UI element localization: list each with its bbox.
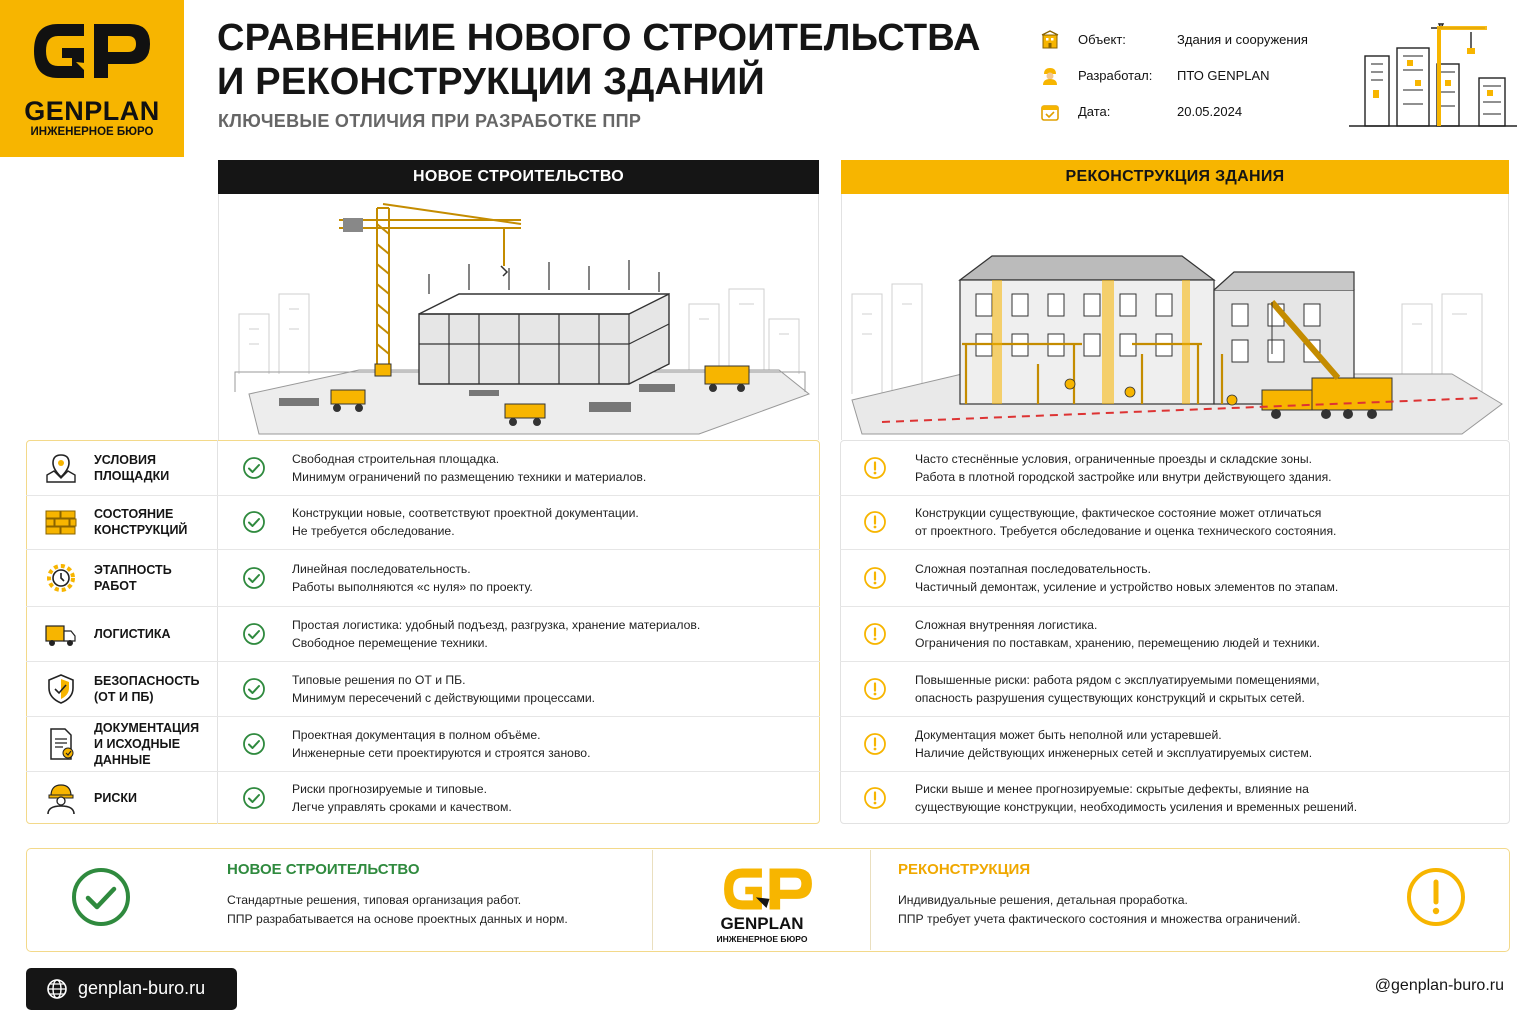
cell-text-line: Минимум ограничений по размещению техники и материалов. <box>292 470 647 484</box>
row-separator <box>26 771 820 772</box>
document-icon <box>44 727 78 761</box>
warning-circle-icon <box>863 456 887 480</box>
cell-text-line: Конструкции новые, соответствуют проектной документации. <box>292 506 639 520</box>
row-category-label-line: ПЛОЩАДКИ <box>94 469 170 483</box>
row-category-label <box>94 720 199 768</box>
warning-circle-icon <box>863 732 887 756</box>
check-circle-icon <box>242 456 266 480</box>
new-construction-illustration <box>218 194 819 440</box>
row-separator <box>840 661 1510 662</box>
row-category-label-line: ЭТАПНОСТЬ <box>94 562 172 577</box>
row-category-label <box>94 562 172 594</box>
row-separator <box>840 716 1510 717</box>
meta-value: ПТО GENPLAN <box>1177 68 1270 83</box>
row-category-label-line: КОНСТРУКЦИЙ <box>94 523 188 537</box>
meta-row-author <box>1040 64 1360 100</box>
website-link-label: genplan-buro.ru <box>78 978 206 998</box>
warning-circle-icon <box>863 566 887 590</box>
cell-text-line: опасность разрушения существующих конструкций и скрытых сетей. <box>915 690 1305 705</box>
row-separator <box>26 606 820 607</box>
table-divider <box>217 440 218 824</box>
page-subtitle: КЛЮЧЕВЫЕ ОТЛИЧИЯ ПРИ РАЗРАБОТКЕ ППР <box>218 111 642 131</box>
social-handle: @genplan-buro.ru <box>1374 977 1504 994</box>
calendar-icon <box>1040 102 1060 122</box>
cell-text-line: Риски выше и менее прогнозируемые: скрытые дефекты, влияние на <box>915 781 1309 796</box>
page-title <box>217 16 1017 104</box>
meta-label: Дата: <box>1078 104 1111 119</box>
cell-text-line: Частичный демонтаж, усиление и устройство новых элементов по этапам. <box>915 579 1339 594</box>
row-category-label-line: СОСТОЯНИЕ <box>94 507 174 521</box>
warning-circle-icon <box>863 622 887 646</box>
map-pin-icon <box>44 451 78 485</box>
reconstruction-illustration <box>841 194 1509 440</box>
row-separator <box>26 716 820 717</box>
summary-brand-subtitle: ИНЖЕНЕРНОЕ БЮРО <box>716 934 808 944</box>
warning-circle-icon <box>863 677 887 701</box>
bricks-icon <box>44 505 78 539</box>
cell-text-line: Проектная документация в полном объёме. <box>292 727 541 742</box>
column-header-reconstruction: РЕКОНСТРУКЦИЯ ЗДАНИЯ <box>841 160 1509 194</box>
row-category-label <box>94 506 187 538</box>
meta-value: Здания и сооружения <box>1177 32 1308 47</box>
warning-circle-icon <box>863 786 887 810</box>
cell-text-line: Минимум пересечений с действующими процессами. <box>292 690 596 705</box>
truck-icon <box>44 617 78 651</box>
reconstruction-cell <box>915 780 1505 816</box>
new-construction-cell <box>292 504 812 540</box>
reconstruction-cell <box>915 726 1505 762</box>
cell-text-line: Документация может быть неполной или устаревшей. <box>915 727 1222 742</box>
new-construction-cell <box>292 616 812 652</box>
check-circle-icon <box>242 510 266 534</box>
brand-name: GENPLAN <box>24 96 160 126</box>
row-separator <box>840 549 1510 550</box>
row-category-label-line: ДАННЫЕ <box>94 752 151 767</box>
summary-new-title: НОВОЕ СТРОИТЕЛЬСТВО <box>227 861 420 878</box>
cell-text-line: Сложная внутренняя логистика. <box>915 617 1098 632</box>
row-separator <box>840 495 1510 496</box>
reconstruction-cell <box>915 671 1505 707</box>
cell-text-line: Часто стеснённые условия, ограниченные проезды и складские зоны. <box>915 452 1312 466</box>
website-link-button[interactable] <box>26 968 237 1010</box>
row-category-label-line: ЛОГИСТИКА <box>94 626 171 641</box>
summary-new-line: ППР разрабатывается на основе проектных данных и норм. <box>227 912 568 926</box>
summary-rec-title: РЕКОНСТРУКЦИЯ <box>898 861 1031 878</box>
cell-text-line: Инженерные сети проектируются и строятся заново. <box>292 745 591 760</box>
cell-text-line: Наличие действующих инженерных сетей и эксплуатируемых систем. <box>915 745 1313 760</box>
row-separator <box>26 661 820 662</box>
row-category-label-line: РАБОТ <box>94 578 137 593</box>
summary-rec-line: Индивидуальные решения, детальная проработка. <box>898 893 1188 907</box>
reconstruction-cell <box>915 616 1505 652</box>
cell-text-line: Работа в плотной городской застройке или внутри действующего здания. <box>915 470 1332 484</box>
cell-text-line: Легче управлять сроками и качеством. <box>292 799 512 814</box>
row-category-label-line: БЕЗОПАСНОСТЬ <box>94 673 200 688</box>
gear-clock-icon <box>44 561 78 595</box>
row-category-label-line: (ОТ И ПБ) <box>94 689 154 704</box>
new-construction-cell <box>292 671 812 707</box>
row-category-label <box>94 790 137 806</box>
cell-text-line: существующие конструкции, необходимость усиления и временных решений. <box>915 799 1358 814</box>
reconstruction-cell <box>915 450 1505 486</box>
row-category-label <box>94 626 171 642</box>
row-category-label-line: РИСКИ <box>94 790 137 805</box>
new-construction-cell <box>292 726 812 762</box>
summary-brand-name: GENPLAN <box>720 914 804 933</box>
column-header-new-construction: НОВОЕ СТРОИТЕЛЬСТВО <box>218 160 819 194</box>
meta-label: Разработал: <box>1078 68 1153 83</box>
summary-new-line: Стандартные решения, типовая организация работ. <box>227 893 522 907</box>
meta-row-date <box>1040 100 1360 136</box>
row-category-label-line: И ИСХОДНЫЕ <box>94 736 181 751</box>
meta-row-object <box>1040 28 1360 64</box>
check-circle-icon <box>242 677 266 701</box>
check-circle-icon <box>242 622 266 646</box>
row-category-label <box>94 452 169 484</box>
page-title-line-2: И РЕКОНСТРУКЦИИ ЗДАНИЙ <box>217 61 765 103</box>
cell-text-line: Работы выполняются «с нуля» по проекту. <box>292 579 533 594</box>
page-title-line-1: СРАВНЕНИЕ НОВОГО СТРОИТЕЛЬСТВА <box>217 17 981 59</box>
meta-info <box>1040 28 1360 136</box>
summary-rec-line: ППР требует учета фактического состояния и множества ограничений. <box>898 912 1301 926</box>
building-icon <box>1040 30 1060 50</box>
cell-text-line: Сложная поэтапная последовательность. <box>915 561 1152 576</box>
reconstruction-cell <box>915 560 1505 596</box>
row-separator <box>840 606 1510 607</box>
check-circle-icon <box>242 786 266 810</box>
worker-helmet-icon <box>44 781 78 815</box>
meta-value: 20.05.2024 <box>1177 104 1243 119</box>
city-skyline-illustration <box>1345 20 1520 132</box>
brand-logo-block <box>0 0 184 157</box>
new-construction-cell <box>292 560 812 596</box>
cell-text-line: Не требуется обследование. <box>292 524 455 538</box>
cell-text-line: Свободное перемещение техники. <box>292 635 488 650</box>
cell-text-line: Повышенные риски: работа рядом с эксплуатируемыми помещениями, <box>915 672 1320 687</box>
cell-text-line: Риски прогнозируемые и типовые. <box>292 781 487 796</box>
reconstruction-cell <box>915 504 1505 540</box>
warning-circle-icon <box>863 510 887 534</box>
check-circle-icon <box>71 867 131 927</box>
brand-subtitle: ИНЖЕНЕРНОЕ БЮРО <box>30 126 154 138</box>
new-construction-cell <box>292 780 812 816</box>
row-separator <box>26 549 820 550</box>
cell-text-line: Конструкции существующие, фактическое состояние может отличаться <box>915 506 1322 520</box>
cell-text-line: Типовые решения по ОТ и ПБ. <box>292 672 466 687</box>
summary-new-text <box>227 891 568 929</box>
row-category-label <box>94 673 200 705</box>
engineer-icon <box>1040 66 1060 86</box>
genplan-logo-mark <box>719 864 817 914</box>
cell-text-line: Линейная последовательность. <box>292 561 471 576</box>
cell-text-line: от проектного. Требуется обследование и оценка технического состояния. <box>915 524 1337 538</box>
row-separator <box>840 771 1510 772</box>
row-separator <box>26 495 820 496</box>
check-circle-icon <box>242 732 266 756</box>
meta-label: Объект: <box>1078 32 1126 47</box>
new-construction-cell <box>292 450 812 486</box>
check-circle-icon <box>242 566 266 590</box>
row-category-label-line: УСЛОВИЯ <box>94 453 156 467</box>
genplan-logo-mark <box>28 18 156 84</box>
shield-icon <box>44 672 78 706</box>
summary-rec-text <box>898 891 1301 929</box>
globe-icon <box>46 978 68 1000</box>
cell-text-line: Свободная строительная площадка. <box>292 452 500 466</box>
cell-text-line: Ограничения по поставкам, хранению, перемещению людей и техники. <box>915 635 1320 650</box>
cell-text-line: Простая логистика: удобный подъезд, разгрузка, хранение материалов. <box>292 617 701 632</box>
row-category-label-line: ДОКУМЕНТАЦИЯ <box>94 720 200 735</box>
warning-circle-icon <box>1406 867 1466 927</box>
